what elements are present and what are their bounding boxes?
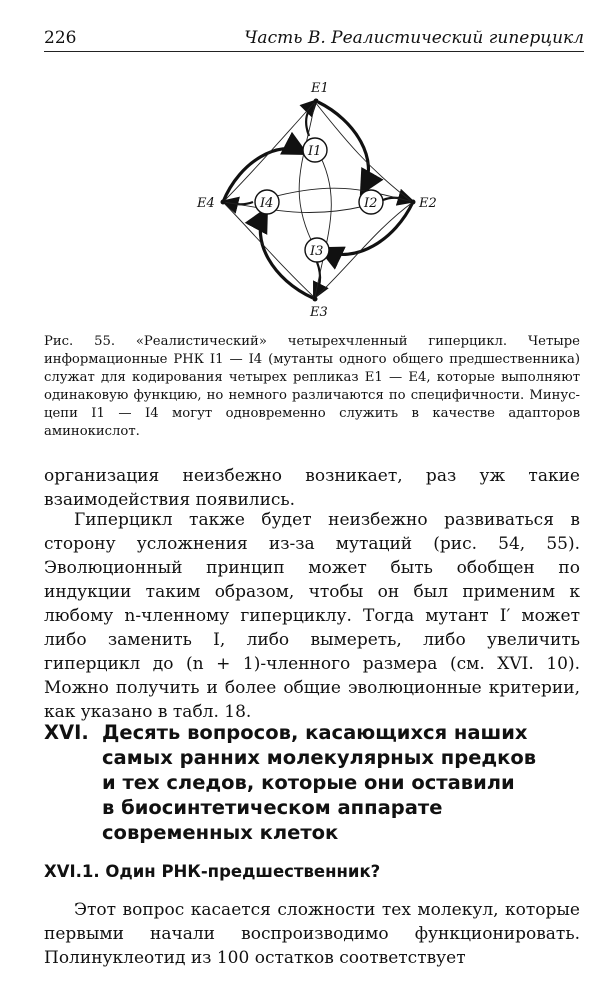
running-header: [44, 28, 584, 52]
label-e1: E1: [311, 81, 329, 96]
thin-link: [315, 150, 331, 298]
label-i1: I1: [308, 144, 322, 159]
section-number: XVI.: [44, 721, 89, 744]
section-title-line: и тех следов, которые они оставили: [102, 771, 515, 794]
section-title-line: в биосинтетическом аппарате: [102, 796, 443, 819]
label-e3: E3: [310, 305, 328, 320]
section-title-line: самых ранних молекулярных предков: [102, 746, 537, 769]
point-e3: [313, 297, 318, 302]
arc-i3-e3: [315, 262, 320, 296]
point-e1: [314, 99, 319, 104]
hypercycle-diagram: [185, 80, 445, 320]
point-e2: [411, 200, 416, 205]
label-i3: I3: [310, 244, 324, 259]
section-title-line: современных клеток: [102, 821, 339, 844]
running-title: Часть B. Реалистический гиперцикл: [244, 28, 584, 48]
label-i2: I2: [364, 196, 378, 211]
paragraph: Гиперцикл также будет неизбежно развиваться в сторону усложнения из-за мутаций (рис. 54, 55). Эволюционный принцип может быть обобщен по индукции таким образом, чтобы он был применим к любому n-членному гиперциклу. Тогда мутант I′ может либо заменить I, либо вымереть, либо увеличить гиперцикл до (n + 1)-членного размера (см. XVI. 10). Можно получить и более общие эволюционные критерии, как указано в табл. 18.: [44, 510, 580, 722]
label-e4: E4: [197, 196, 215, 211]
hypercycle-figure: [185, 80, 445, 320]
thin-link: [269, 188, 413, 202]
subsection-heading: XVI.1. Один РНК-предшественник?: [44, 862, 381, 881]
paragraph: организация неизбежно возникает, раз уж такие взаимодействия появились.: [44, 466, 580, 510]
figure-caption: Рис. 55. «Реалистический» четырехчленный гиперцикл. Четыре информационные РНК I1 — I4 (мутанты одного общего предшественника) служат для кодирования четырех репликаз E1 — E4, которые выполняют одинаковую функцию, но немного различаются по специфичности. Минус-цепи I1 — I4 могут одновременно служить в качестве адапторов аминокислот.: [44, 334, 580, 439]
thin-link: [223, 202, 315, 298]
section-title-line: Десять вопросов, касающихся наших: [102, 721, 528, 744]
label-e2: E2: [419, 196, 437, 211]
page-number: 226: [44, 28, 77, 48]
paragraph: Этот вопрос касается сложности тех молекул, которые первыми начали воспроизводимо функционировать. Полинуклеотид из 100 остатков соответствует: [44, 900, 580, 968]
label-i4: I4: [260, 196, 274, 211]
point-e4: [221, 200, 226, 205]
section-heading: [44, 720, 580, 845]
